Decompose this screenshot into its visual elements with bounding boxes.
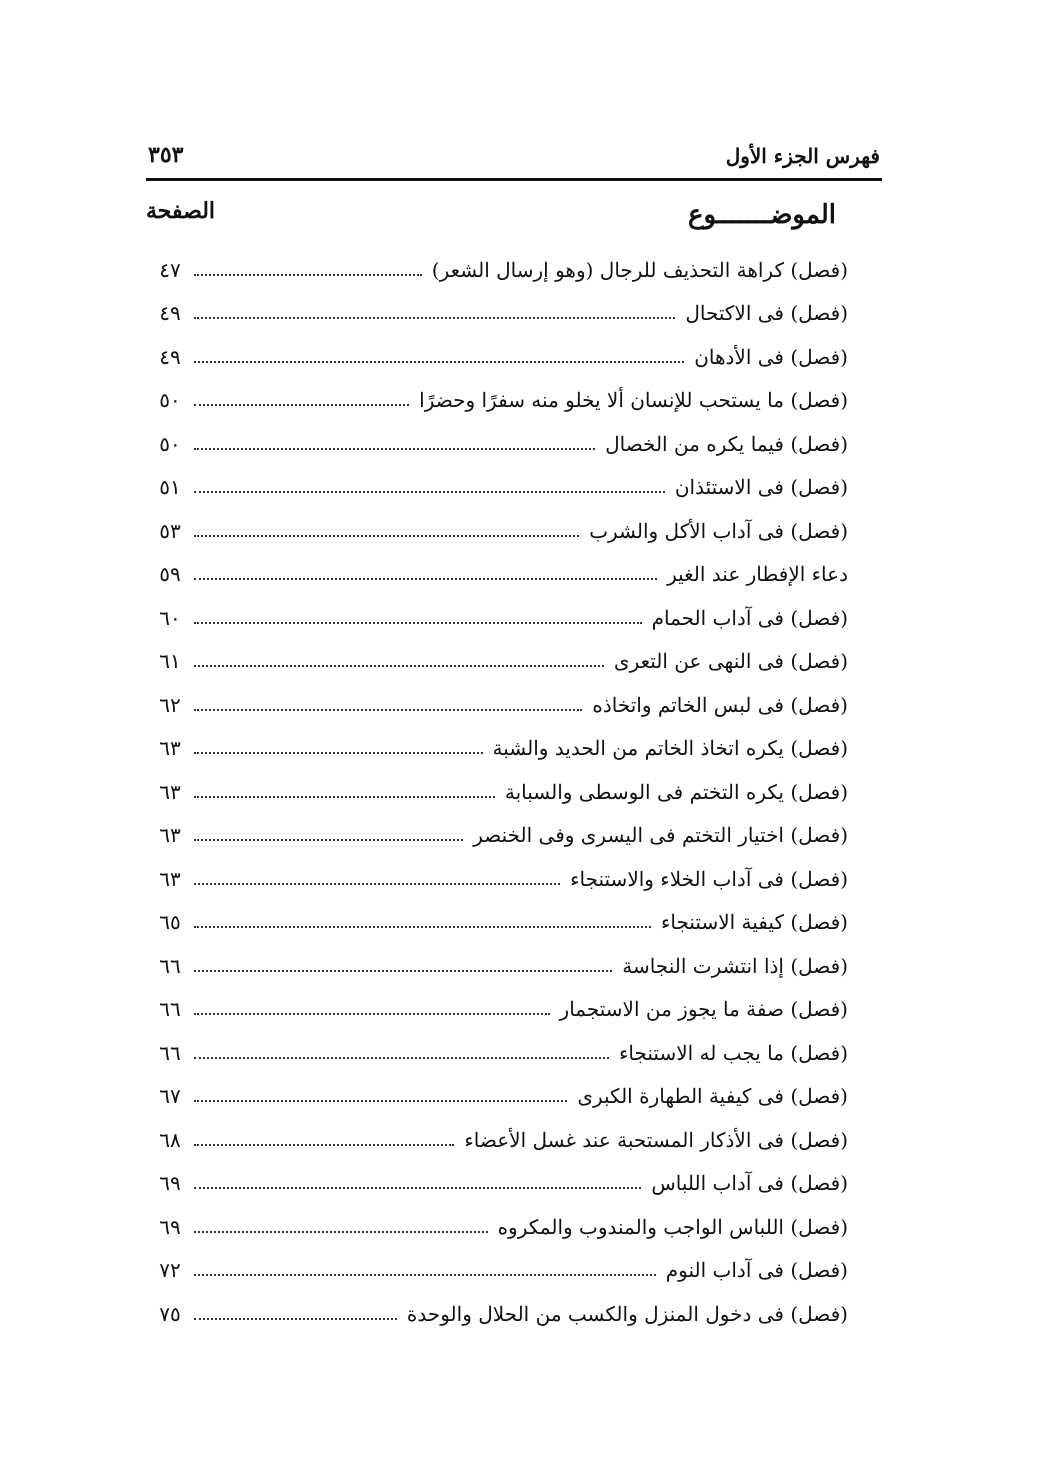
toc-entry-title: (فصل) يكره اتخاذ الخاتم من الحديد والشبة <box>492 736 848 761</box>
page-column-heading: الصفحة <box>146 198 216 224</box>
running-header <box>148 138 880 172</box>
toc-entry-title: (فصل) فى الأدهان <box>694 344 848 369</box>
toc-entry <box>150 422 848 466</box>
header-divider <box>146 178 882 181</box>
toc-entry-page: ٦٣ <box>159 823 181 848</box>
toc-entry-title: (فصل) فى كيفية الطهارة الكبرى <box>577 1084 848 1109</box>
toc-entry-title: دعاء الإفطار عند الغير <box>667 562 848 587</box>
toc-entry-title: (فصل) فى الاستئذان <box>674 475 848 500</box>
toc-entry <box>150 901 848 945</box>
dot-leader <box>194 796 495 798</box>
toc-entry <box>150 727 848 771</box>
toc-entry <box>150 683 848 727</box>
toc-entry-page: ٤٧ <box>159 257 181 282</box>
toc-entry-title: (فصل) فى آداب الخلاء والاستنجاء <box>570 866 848 891</box>
toc-entry-page: ٥٣ <box>159 518 181 543</box>
toc-entry-page: ٦٠ <box>159 605 181 630</box>
toc-entry-page: ٦٣ <box>159 866 181 891</box>
dot-leader <box>194 839 463 841</box>
toc-entry-title: (فصل) فى الاكتحال <box>685 301 848 326</box>
toc-entry-page: ٤٩ <box>159 344 181 369</box>
dot-leader <box>194 1274 656 1276</box>
toc-entry-page: ٥٩ <box>159 562 181 587</box>
toc-entry-title: (فصل) إذا انتشرت النجاسة <box>622 953 848 978</box>
toc-entry-title: (فصل) فى الأذكار المستحبة عند غسل الأعضاء <box>464 1127 848 1152</box>
toc-entry-page: ٦٨ <box>159 1127 181 1152</box>
toc-entry <box>150 335 848 379</box>
dot-leader <box>194 535 579 537</box>
table-of-contents <box>150 248 848 1336</box>
toc-entry-page: ٦٦ <box>159 1040 181 1065</box>
toc-entry <box>150 466 848 510</box>
dot-leader <box>194 274 422 276</box>
toc-entry <box>150 1249 848 1293</box>
toc-entry <box>150 1205 848 1249</box>
toc-entry-page: ٧٢ <box>159 1258 181 1283</box>
toc-entry <box>150 553 848 597</box>
toc-entry-page: ٦٦ <box>159 997 181 1022</box>
dot-leader <box>194 448 595 450</box>
toc-entry-page: ٥٠ <box>159 431 181 456</box>
toc-entry <box>150 770 848 814</box>
toc-entry-title: (فصل) اختيار التختم فى اليسرى وفى الخنصر <box>473 823 848 848</box>
toc-entry <box>150 379 848 423</box>
toc-entry-title: (فصل) فى آداب اللباس <box>651 1171 848 1196</box>
toc-entry <box>150 509 848 553</box>
subject-column-heading: الموضـــــــوع <box>688 200 836 230</box>
toc-entry-title: (فصل) فى دخول المنزل والكسب من الحلال والوحدة <box>406 1301 848 1326</box>
toc-entry-page: ٦٣ <box>159 736 181 761</box>
page-number: ٣٥٣ <box>148 142 184 168</box>
toc-entry-page: ٦٢ <box>159 692 181 717</box>
running-header-title: فهرس الجزء الأول <box>725 144 880 168</box>
toc-entry-page: ٤٩ <box>159 301 181 326</box>
column-headings <box>146 198 836 242</box>
dot-leader <box>194 970 612 972</box>
toc-entry-title: (فصل) فى آداب الحمام <box>651 605 848 630</box>
dot-leader <box>194 709 582 711</box>
dot-leader <box>194 883 560 885</box>
toc-entry-page: ٦٥ <box>159 910 181 935</box>
toc-entry <box>150 1031 848 1075</box>
dot-leader <box>194 317 675 319</box>
toc-entry-page: ٥١ <box>159 475 181 500</box>
toc-entry-title: (فصل) اللباس الواجب والمندوب والمكروه <box>497 1214 848 1239</box>
toc-entry-title: (فصل) فى النهى عن التعرى <box>613 649 848 674</box>
dot-leader <box>194 1144 454 1146</box>
toc-entry-title: (فصل) يكره التختم فى الوسطى والسبابة <box>504 779 848 804</box>
toc-entry-title: (فصل) فى آداب الأكل والشرب <box>589 518 848 543</box>
toc-entry <box>150 1075 848 1119</box>
dot-leader <box>194 361 684 363</box>
toc-entry-page: ٦١ <box>159 649 181 674</box>
dot-leader <box>194 752 483 754</box>
dot-leader <box>194 578 657 580</box>
toc-entry <box>150 640 848 684</box>
dot-leader <box>194 404 409 406</box>
toc-entry-page: ٦٦ <box>159 953 181 978</box>
toc-entry-page: ٦٩ <box>159 1214 181 1239</box>
toc-entry <box>150 1162 848 1206</box>
dot-leader <box>194 1013 550 1015</box>
dot-leader <box>194 1231 488 1233</box>
toc-entry <box>150 292 848 336</box>
toc-entry-title: (فصل) فيما يكره من الخصال <box>605 431 848 456</box>
dot-leader <box>194 622 642 624</box>
toc-entry <box>150 814 848 858</box>
dot-leader <box>194 1187 641 1189</box>
toc-entry <box>150 988 848 1032</box>
toc-entry-title: (فصل) صفة ما يجوز من الاستجمار <box>559 997 848 1022</box>
dot-leader <box>194 1100 567 1102</box>
dot-leader <box>194 491 665 493</box>
dot-leader <box>194 1057 609 1059</box>
toc-entry-title: (فصل) ما يجب له الاستنجاء <box>618 1040 848 1065</box>
toc-entry-title: (فصل) فى آداب النوم <box>665 1258 848 1283</box>
toc-entry <box>150 1292 848 1336</box>
toc-entry-title: (فصل) ما يستحب للإنسان ألا يخلو منه سفرًا وحضرًا <box>419 388 848 413</box>
toc-entry <box>150 596 848 640</box>
toc-entry-page: ٦٣ <box>159 779 181 804</box>
toc-entry <box>150 1118 848 1162</box>
toc-entry-page: ٦٩ <box>159 1171 181 1196</box>
dot-leader <box>194 665 604 667</box>
toc-entry-page: ٧٥ <box>159 1301 181 1326</box>
toc-entry-page: ٥٠ <box>159 388 181 413</box>
toc-entry-title: (فصل) كيفية الاستنجاء <box>660 910 848 935</box>
toc-entry-title: (فصل) كراهة التحذيف للرجال (وهو إرسال الشعر) <box>431 257 848 282</box>
dot-leader <box>194 1318 397 1320</box>
toc-entry <box>150 944 848 988</box>
toc-entry <box>150 857 848 901</box>
toc-entry-title: (فصل) فى لبس الخاتم واتخاذه <box>592 692 848 717</box>
dot-leader <box>194 926 651 928</box>
toc-entry <box>150 248 848 292</box>
toc-entry-page: ٦٧ <box>159 1084 181 1109</box>
